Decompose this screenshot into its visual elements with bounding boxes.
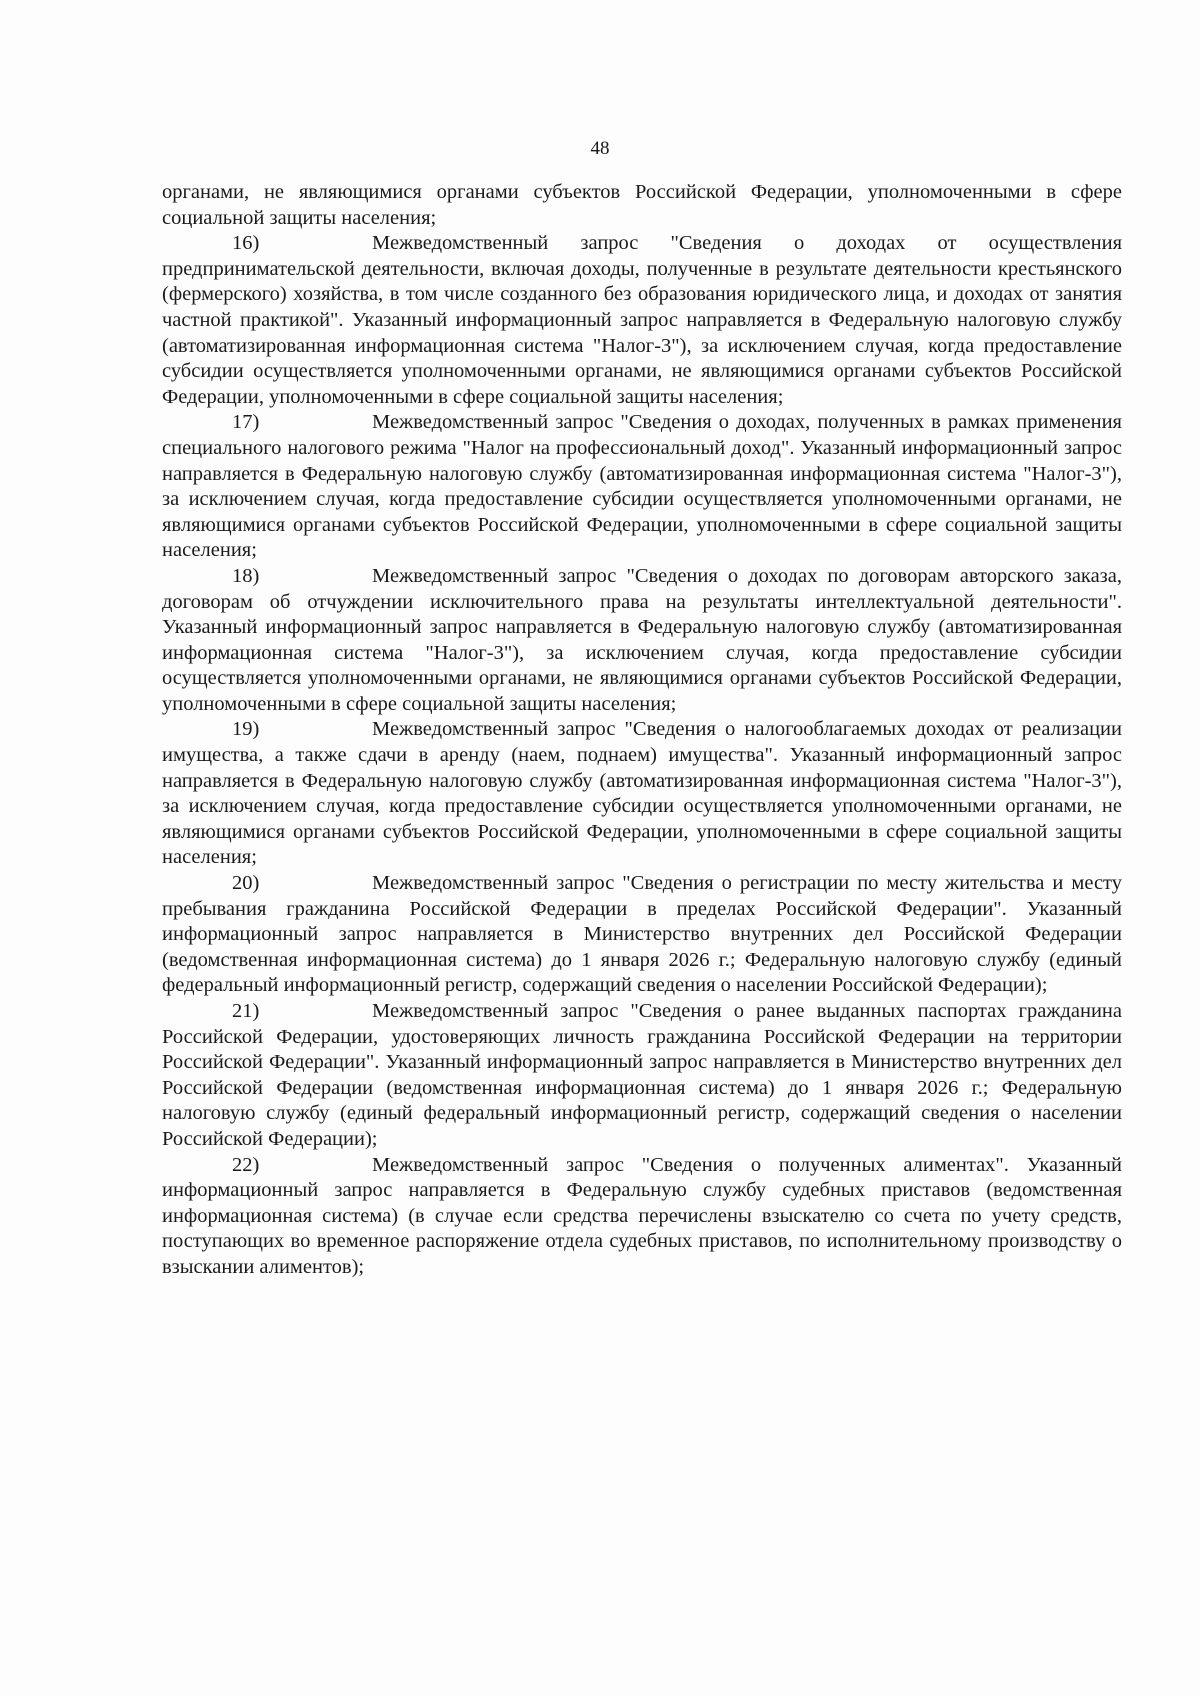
- paragraph-text: Межведомственный запрос "Сведения о доходах, полученных в рамках применения специального налогового режима "Налог на профессиональный доход". Указанный информационный запрос направляется в Федеральную налоговую службу (автоматизированная информационная система "Налог-3"), за исключением случая, когда предоставление субсидии осуществляется уполномоченными органами, не являющимися органами субъектов Российской Федерации, уполномоченными в сфере социальной защиты населения;: [162, 411, 1122, 562]
- list-item-16: [162, 231, 1122, 410]
- list-item-number: 19): [232, 718, 260, 741]
- list-item-number: 16): [232, 232, 260, 255]
- list-item-22: [162, 1153, 1122, 1281]
- paragraph-text: Межведомственный запрос "Сведения о полученных алиментах". Указанный информационный запрос направляется в Федеральную службу судебных приставов (ведомственная информационная система) (в случае если средства перечислены взыскателю со счета по учету средств, поступающих во временное распоряжение отдела судебных приставов, по исполнительному производству о взыскании алиментов);: [162, 1153, 1122, 1278]
- list-item-number: 20): [232, 872, 260, 895]
- list-item-number: 17): [232, 411, 260, 434]
- list-item-number: 21): [232, 1000, 260, 1022]
- list-item-17: [162, 410, 1122, 564]
- list-item-number: 18): [232, 564, 260, 587]
- list-item-20: [162, 871, 1122, 999]
- paragraph-text: Межведомственный запрос "Сведения о регистрации по месту жительства и месту пребывания гражданина Российской Федерации в пределах Российской Федерации". Указанный информационный запрос направляется в Министерство внутренних дел Российской Федерации (ведомственная информационная система) до 1 января 2026 г.; Федеральную налоговую службу (единый федеральный информационный регистр, содержащий сведения о населении Российской Федерации);: [162, 872, 1122, 997]
- paragraph-text: Межведомственный запрос "Сведения о ранее выданных паспортах гражданина Российской Федерации, удостоверяющих личность гражданина Российской Федерации на территории Российской Федерации". Указанный информационный запрос направляется в Министерство внутренних дел Российской Федерации (ведомственная информационная система) до 1 января 2026 г.; Федеральную налоговую службу (единый федеральный информационный регистр, содержащий сведения о населении Российской Федерации);: [162, 1000, 1122, 1150]
- list-item-18: [162, 564, 1122, 718]
- list-item-number: 22): [232, 1153, 260, 1176]
- list-item-19: [162, 717, 1122, 871]
- document-body: [162, 180, 1122, 1281]
- paragraph-continuation: [162, 180, 1122, 231]
- paragraph-text: Межведомственный запрос "Сведения о доходах от осуществления предпринимательской деятельности, включая доходы, полученные в результате деятельности крестьянского (фермерского) хозяйства, в том числе созданного без образования юридического лица, и доходах от занятия частной практикой". Указанный информационный запрос направляется в Федеральную налоговую службу (автоматизированная информационная система "Налог-3"), за исключением случая, когда предоставление субсидии осуществляется уполномоченными органами, не являющимися органами субъектов Российской Федерации, уполномоченными в сфере социальной защиты населения;: [162, 232, 1122, 408]
- paragraph-text: Межведомственный запрос "Сведения о доходах по договорам авторского заказа, договорам об отчуждении исключительного права на результаты интеллектуальной деятельности". Указанный информационный запрос направляется в Федеральную налоговую службу (автоматизированная информационная система "Налог-3"), за исключением случая, когда предоставление субсидии осуществляется уполномоченными органами, не являющимися органами субъектов Российской Федерации, уполномоченными в сфере социальной защиты населения;: [162, 564, 1122, 715]
- paragraph-text: Межведомственный запрос "Сведения о налогооблагаемых доходах от реализации имущества, а также сдачи в аренду (наем, поднаем) имущества". Указанный информационный запрос направляется в Федеральную налоговую службу (автоматизированная информационная система "Налог-3"), за исключением случая, когда предоставление субсидии осуществляется уполномоченными органами, не являющимися органами субъектов Российской Федерации, уполномоченными в сфере социальной защиты населения;: [162, 718, 1122, 869]
- page-number: 48: [590, 138, 610, 159]
- paragraph-text: органами, не являющимися органами субъектов Российской Федерации, уполномоченными в сфере социальной защиты населения;: [162, 181, 1122, 229]
- list-item-21: [162, 999, 1122, 1153]
